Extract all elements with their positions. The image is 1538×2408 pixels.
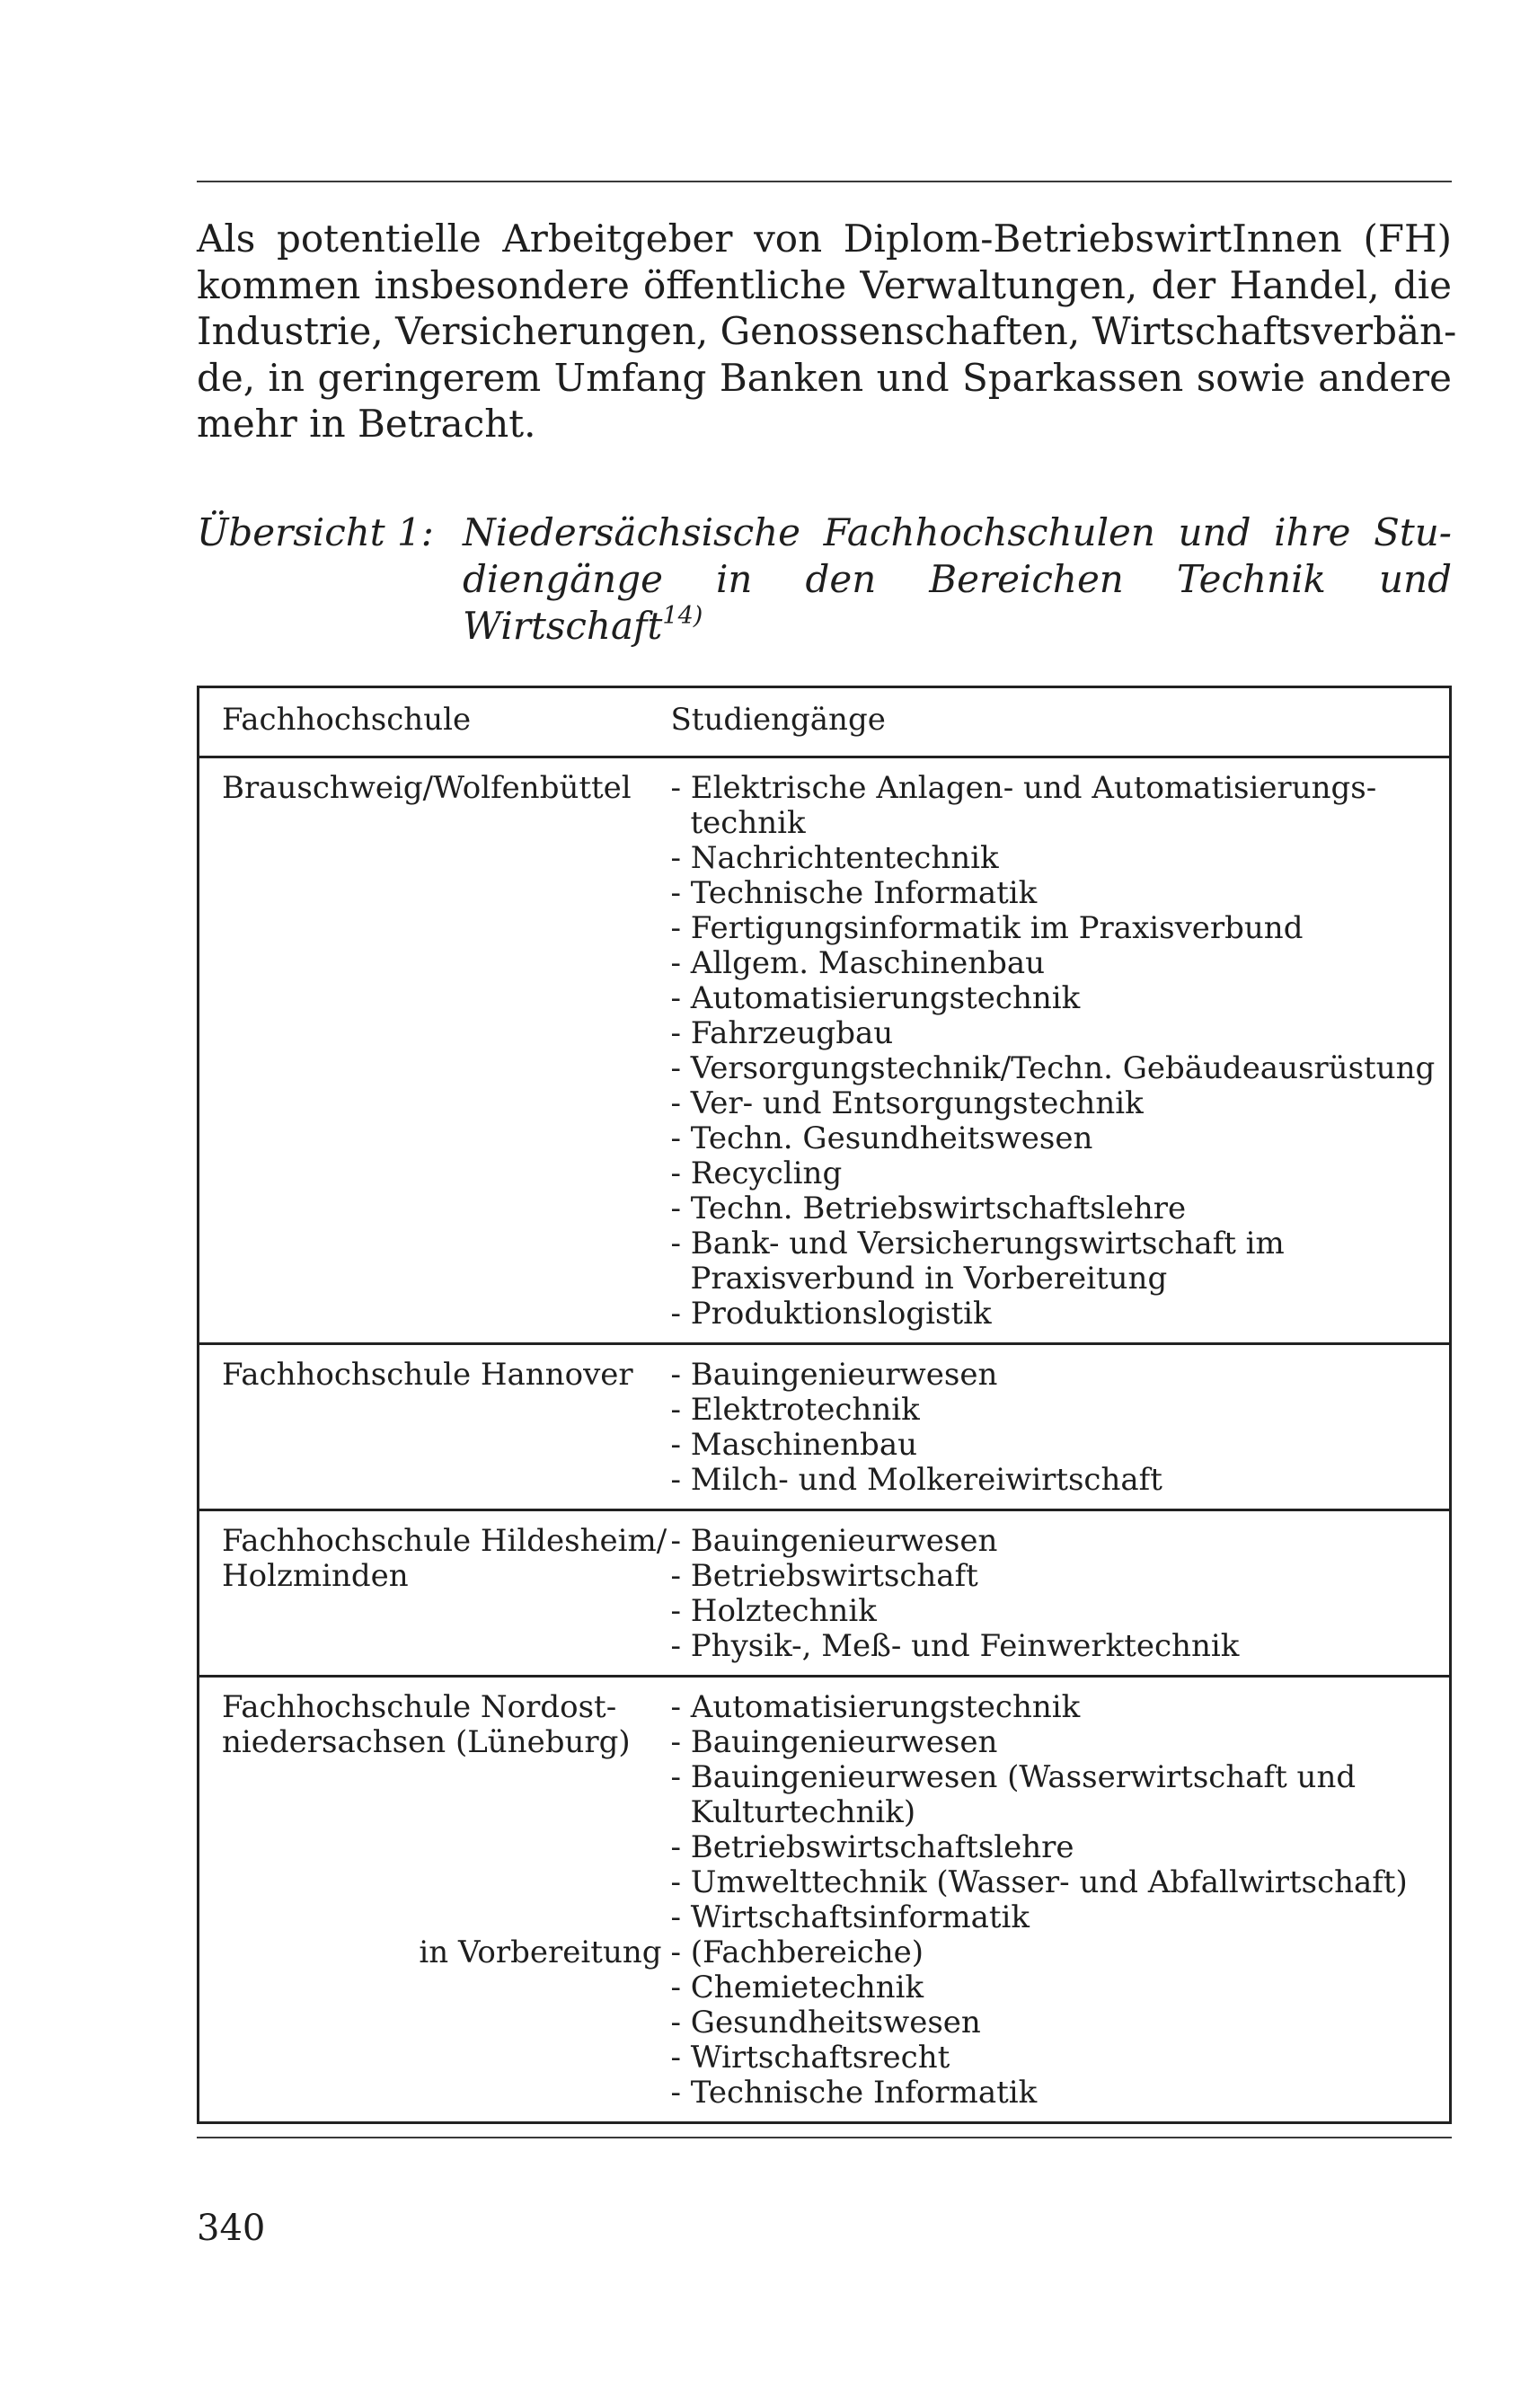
program-continuation: technik: [690, 805, 806, 841]
program-item: [671, 1393, 1441, 1428]
header-fachhochschule: Fachhochschule: [222, 702, 472, 738]
program-item: [671, 1970, 1441, 2005]
program-text: - Bauingenieurwesen: [670, 1724, 998, 1760]
program-text: - Produktionslogistik: [670, 1296, 992, 1332]
table-row: [199, 1344, 1451, 1510]
programs-cell: [671, 1510, 1451, 1677]
program-item: [671, 1156, 1441, 1191]
program-text: - Ver- und Entsorgungstechnik: [670, 1085, 1144, 1121]
program-item: [671, 2041, 1441, 2076]
page-number: 340: [197, 2208, 266, 2249]
program-text: - Bauingenieurwesen: [670, 1357, 998, 1393]
program-item: [671, 1191, 1441, 1226]
caption-line: diengänge in den Bereichen Technik und: [463, 557, 1452, 601]
program-item: [671, 1086, 1441, 1121]
header-studiengaenge: Studiengänge: [670, 702, 886, 738]
bottom-rule: [197, 2137, 1452, 2138]
programs-cell: [671, 1677, 1451, 2123]
program-text: - Automatisierungstechnik: [670, 1689, 1081, 1725]
note-spacer: [222, 1760, 671, 1935]
school-cell: [199, 757, 671, 1344]
intro-line: kommen insbesondere öffentliche Verwaltungen, der Handel, die: [197, 262, 1452, 307]
program-item: [671, 1900, 1441, 1935]
intro-line: Als potentielle Arbeitgeber von Diplom-BetriebswirtInnen (FH): [197, 217, 1452, 261]
program-text: - Techn. Betriebswirtschaftslehre: [670, 1191, 1187, 1226]
program-item: [671, 841, 1441, 876]
program-item: [671, 1226, 1441, 1297]
table-row: [199, 1677, 1451, 2123]
program-text: - Umwelttechnik (Wasser- und Abfallwirtschaft): [670, 1864, 1408, 1900]
program-item: [671, 1830, 1441, 1865]
caption-text: [463, 509, 1452, 650]
program-text: - Techn. Gesundheitswesen: [670, 1120, 1093, 1156]
program-text: - Fahrzeugbau: [670, 1015, 894, 1051]
intro-line: mehr in Betracht.: [197, 402, 536, 446]
program-item: [671, 1358, 1441, 1393]
school-name-line: Fachhochschule Nordost-: [222, 1689, 617, 1725]
program-text: - Allgem. Maschinenbau: [670, 945, 1046, 981]
program-item: [671, 2076, 1441, 2111]
caption-line: Niedersächsische Fachhochschulen und ihre Stu-: [463, 510, 1452, 554]
program-text: - Nachrichtentechnik: [670, 840, 999, 876]
table-row: [199, 757, 1451, 1344]
program-text: - Technische Informatik: [670, 875, 1038, 911]
program-item: [671, 1524, 1441, 1559]
program-item: [671, 911, 1441, 946]
school-cell: [199, 1510, 671, 1677]
school-name-line: Brauschweig/Wolfenbüttel: [222, 770, 632, 806]
program-text: - Fertigungsinformatik im Praxisverbund: [670, 910, 1304, 946]
programs-cell: [671, 757, 1451, 1344]
program-text: - Chemietechnik: [670, 1970, 924, 2005]
program-text: - Bauingenieurwesen (Wasserwirtschaft und: [670, 1759, 1357, 1795]
program-text: - Wirtschaftsinformatik: [670, 1899, 1030, 1935]
program-item: [671, 1428, 1441, 1463]
programs-cell: [671, 1344, 1451, 1510]
program-text: - Maschinenbau: [670, 1427, 917, 1463]
program-text: - Elektrotechnik: [670, 1392, 920, 1428]
program-item: [671, 1559, 1441, 1594]
program-text: - Recycling: [670, 1155, 843, 1191]
program-item: [671, 1629, 1441, 1664]
program-item: [671, 1121, 1441, 1156]
overview-table: [197, 686, 1452, 2124]
program-text: - (Fachbereiche): [670, 1934, 924, 1970]
program-item: [671, 1051, 1441, 1086]
program-item: [671, 946, 1441, 981]
table-header-row: [199, 687, 1451, 757]
intro-line: de, in geringerem Umfang Banken und Sparkassen sowie andere: [197, 355, 1452, 400]
program-item: [671, 1935, 1441, 1970]
program-continuation: Praxisverbund in Vorbereitung: [690, 1261, 1168, 1297]
program-item: [671, 1690, 1441, 1725]
program-text: - Automatisierungstechnik: [670, 980, 1081, 1016]
program-text: - Elektrische Anlagen- und Automatisierungs-: [670, 770, 1377, 806]
program-item: [671, 1725, 1441, 1760]
program-item: [671, 1594, 1441, 1629]
program-item: [671, 1760, 1441, 1830]
program-item: [671, 1297, 1441, 1332]
top-rule: [197, 181, 1452, 182]
program-text: - Betriebswirtschaft: [670, 1558, 978, 1594]
program-text: - Technische Informatik: [670, 2075, 1038, 2111]
program-text: - Milch- und Molkereiwirtschaft: [670, 1462, 1162, 1498]
program-text: - Bauingenieurwesen: [670, 1523, 998, 1559]
program-text: - Bank- und Versicherungswirtschaft im: [670, 1226, 1285, 1262]
school-name-line: Holzminden: [222, 1558, 409, 1594]
program-item: [671, 1463, 1441, 1498]
caption-line-last: [463, 603, 1452, 650]
table-row: [199, 1510, 1451, 1677]
caption-line3: Wirtschaft: [463, 604, 663, 648]
program-item: [671, 1865, 1441, 1900]
school-name-line: niedersachsen (Lüneburg): [222, 1724, 631, 1760]
program-text: - Versorgungstechnik/Techn. Gebäudeausrüstung: [670, 1050, 1436, 1086]
program-text: - Gesundheitswesen: [670, 2005, 981, 2041]
intro-paragraph: [197, 216, 1457, 447]
program-item: [671, 1016, 1441, 1051]
program-continuation: Kulturtechnik): [690, 1794, 916, 1830]
program-item: [671, 771, 1441, 841]
in-preparation-note: in Vorbereitung: [419, 1934, 662, 1970]
school-name-line: Fachhochschule Hildesheim/: [222, 1523, 667, 1559]
table-body: [199, 757, 1451, 2123]
program-item: [671, 981, 1441, 1016]
footnote-marker: 14): [662, 602, 703, 630]
program-text: - Wirtschaftsrecht: [670, 2040, 950, 2076]
school-name-line: Fachhochschule Hannover: [222, 1357, 633, 1393]
program-text: - Physik-, Meß- und Feinwerktechnik: [670, 1628, 1240, 1664]
intro-line: Industrie, Versicherungen, Genossenschaften, Wirtschaftsverbän-: [197, 309, 1457, 353]
school-cell: [199, 1677, 671, 2123]
program-item: [671, 876, 1441, 911]
school-cell: [199, 1344, 671, 1510]
program-text: - Holztechnik: [670, 1593, 877, 1629]
program-text: - Betriebswirtschaftslehre: [670, 1829, 1074, 1865]
program-item: [671, 2005, 1441, 2041]
caption-label: Übersicht 1:: [197, 510, 434, 554]
